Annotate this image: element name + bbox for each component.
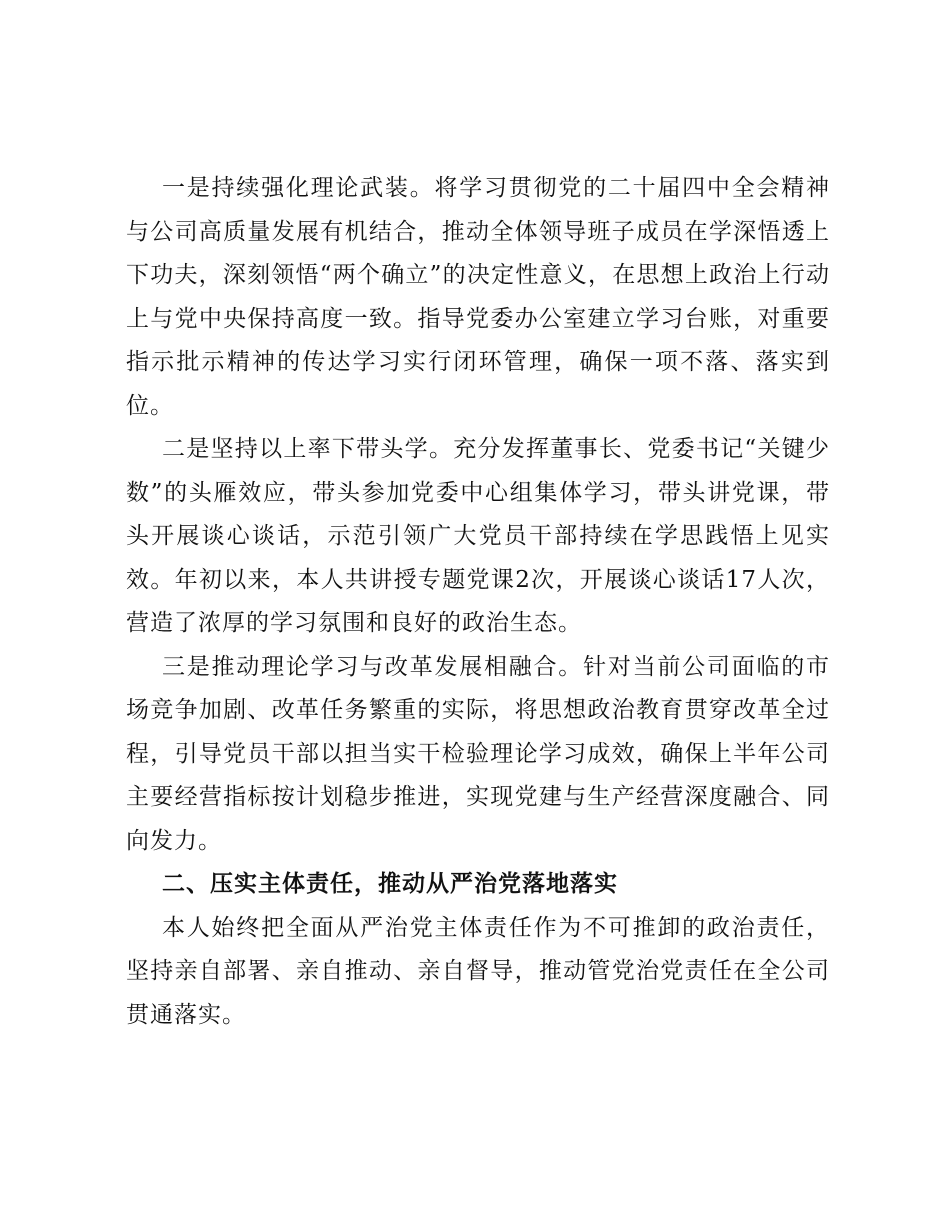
document-body: [126, 167, 830, 1037]
paragraph-theory-armament: 一是持续强化理论武装。将学习贯彻党的二十届四中全会精神与公司高质量发展有机结合，推动全体领导班子成员在学深悟透上下功夫，深刻领悟“两个确立”的决定性意义，在思想上政治上行动上与党中央保持高度一致。指导党委办公室建立学习台账，对重要指示批示精神的传达学习实行闭环管理，确保一项不落、落实到位。: [126, 175, 830, 419]
paragraph-main-responsibility: 本人始终把全面从严治党主体责任作为不可推卸的政治责任，坚持亲自部署、亲自推动、亲自督导，推动管党治党责任在全公司贯通落实。: [126, 914, 830, 1028]
paragraph-leading-by-example: 二是坚持以上率下带头学。充分发挥董事长、党委书记“关键少数”的头雁效应，带头参加党委中心组集体学习，带头讲党课，带头开展谈心谈话，示范引领广大党员干部持续在学思践悟上见实效。年初以来，本人共讲授专题党课2次，开展谈心谈话17人次，营造了浓厚的学习氛围和良好的政治生态。: [126, 436, 830, 636]
paragraph-theory-and-reform: 三是推动理论学习与改革发展相融合。针对当前公司面临的市场竞争加剧、改革任务繁重的实际，将思想政治教育贯穿改革全过程，引导党员干部以担当实干检验理论学习成效，确保上半年公司主要经营指标按计划稳步推进，实现党建与生产经营深度融合、同向发力。: [126, 653, 830, 854]
section-heading: 二、压实主体责任，推动从严治党落地落实: [162, 871, 618, 897]
